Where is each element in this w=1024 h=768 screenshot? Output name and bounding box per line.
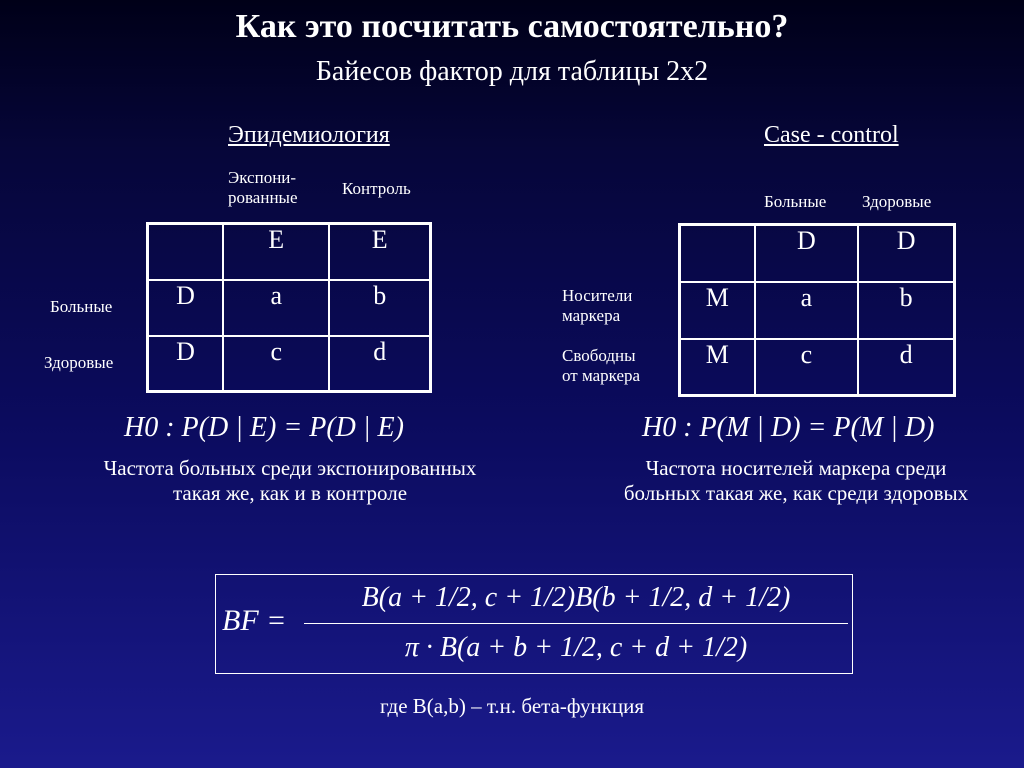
left-heading: Эпидемиология [228, 122, 390, 148]
left-table-cell-a: a [223, 280, 329, 336]
beta-function-note: где B(a,b) – т.н. бета-функция [379, 694, 645, 718]
right-caption-line2: больных такая же, как среди здоровых [623, 481, 969, 505]
right-caption [566, 456, 1024, 506]
bf-fraction-line [304, 623, 848, 624]
left-col1-label-line2: рованные [228, 188, 298, 207]
right-table-row-not-m-text: $\overline{M}$ [705, 339, 729, 369]
left-col1-label-line1: Экспони- [228, 168, 297, 187]
right-caption-line1: Частота носителей маркера среди [645, 456, 947, 480]
left-table-cell-d: d [329, 336, 430, 392]
right-table-corner [680, 225, 755, 282]
right-table-row-not-m [680, 339, 755, 396]
slide-subtitle: Байесов фактор для таблицы 2x2 [315, 56, 709, 87]
left-caption-line1: Частота больных среди экспонированных [103, 456, 477, 480]
right-table-cell-a: a [755, 282, 859, 339]
left-table-corner [148, 224, 224, 280]
bf-lhs: BF = [222, 604, 287, 637]
left-contingency-table [146, 222, 432, 393]
right-table-col-not-d [858, 225, 954, 282]
left-row2-label: Здоровые [44, 353, 114, 372]
right-contingency-table [678, 223, 956, 397]
left-table-col-e: E [223, 224, 329, 280]
right-table-col-not-d-text: $\overline{D}$ [896, 226, 916, 255]
bf-numerator: B(a + 1/2, c + 1/2)B(b + 1/2, d + 1/2) [361, 582, 791, 613]
left-table-cell-c: c [223, 336, 329, 392]
left-caption-line2: такая же, как и в контроле [172, 481, 408, 505]
right-row1-label-line1: Носители [562, 286, 633, 305]
right-row1-label-line2: маркера [562, 306, 621, 325]
right-hypothesis: H0 : P(M | D) = P(M | D) [642, 412, 935, 443]
left-table-col-not-e-text: $\overline{E}$ [371, 225, 388, 254]
right-row2-label [562, 346, 640, 386]
left-caption [20, 456, 560, 506]
right-table-cell-d: d [858, 339, 954, 396]
right-table-col-d: D [755, 225, 859, 282]
bf-denominator: π · B(a + b + 1/2, c + d + 1/2) [404, 632, 748, 663]
right-col1-label: Больные [764, 192, 827, 211]
slide-title: Как это посчитать самостоятельно? [235, 8, 789, 45]
left-table-col-not-e [329, 224, 430, 280]
left-table-row-d: D [148, 280, 224, 336]
right-row1-label [562, 286, 632, 326]
left-table-cell-b: b [329, 280, 430, 336]
right-heading: Case - control [764, 122, 899, 148]
left-table-row-not-d-text: $\overline{D}$ [176, 336, 195, 366]
left-col1-label [228, 168, 298, 208]
right-col2-label: Здоровые [862, 192, 932, 211]
right-row2-label-line1: Свободны [562, 346, 636, 365]
left-col2-label: Контроль [342, 179, 411, 198]
left-row1-label: Больные [50, 297, 113, 316]
left-table-row-not-d [148, 336, 224, 392]
left-hypothesis: H0 : P(D | E) = P(D | E) [124, 412, 404, 443]
right-row2-label-line2: от маркера [562, 366, 641, 385]
right-table-cell-c: c [755, 339, 859, 396]
right-table-cell-b: b [858, 282, 954, 339]
right-table-row-m: M [680, 282, 755, 339]
